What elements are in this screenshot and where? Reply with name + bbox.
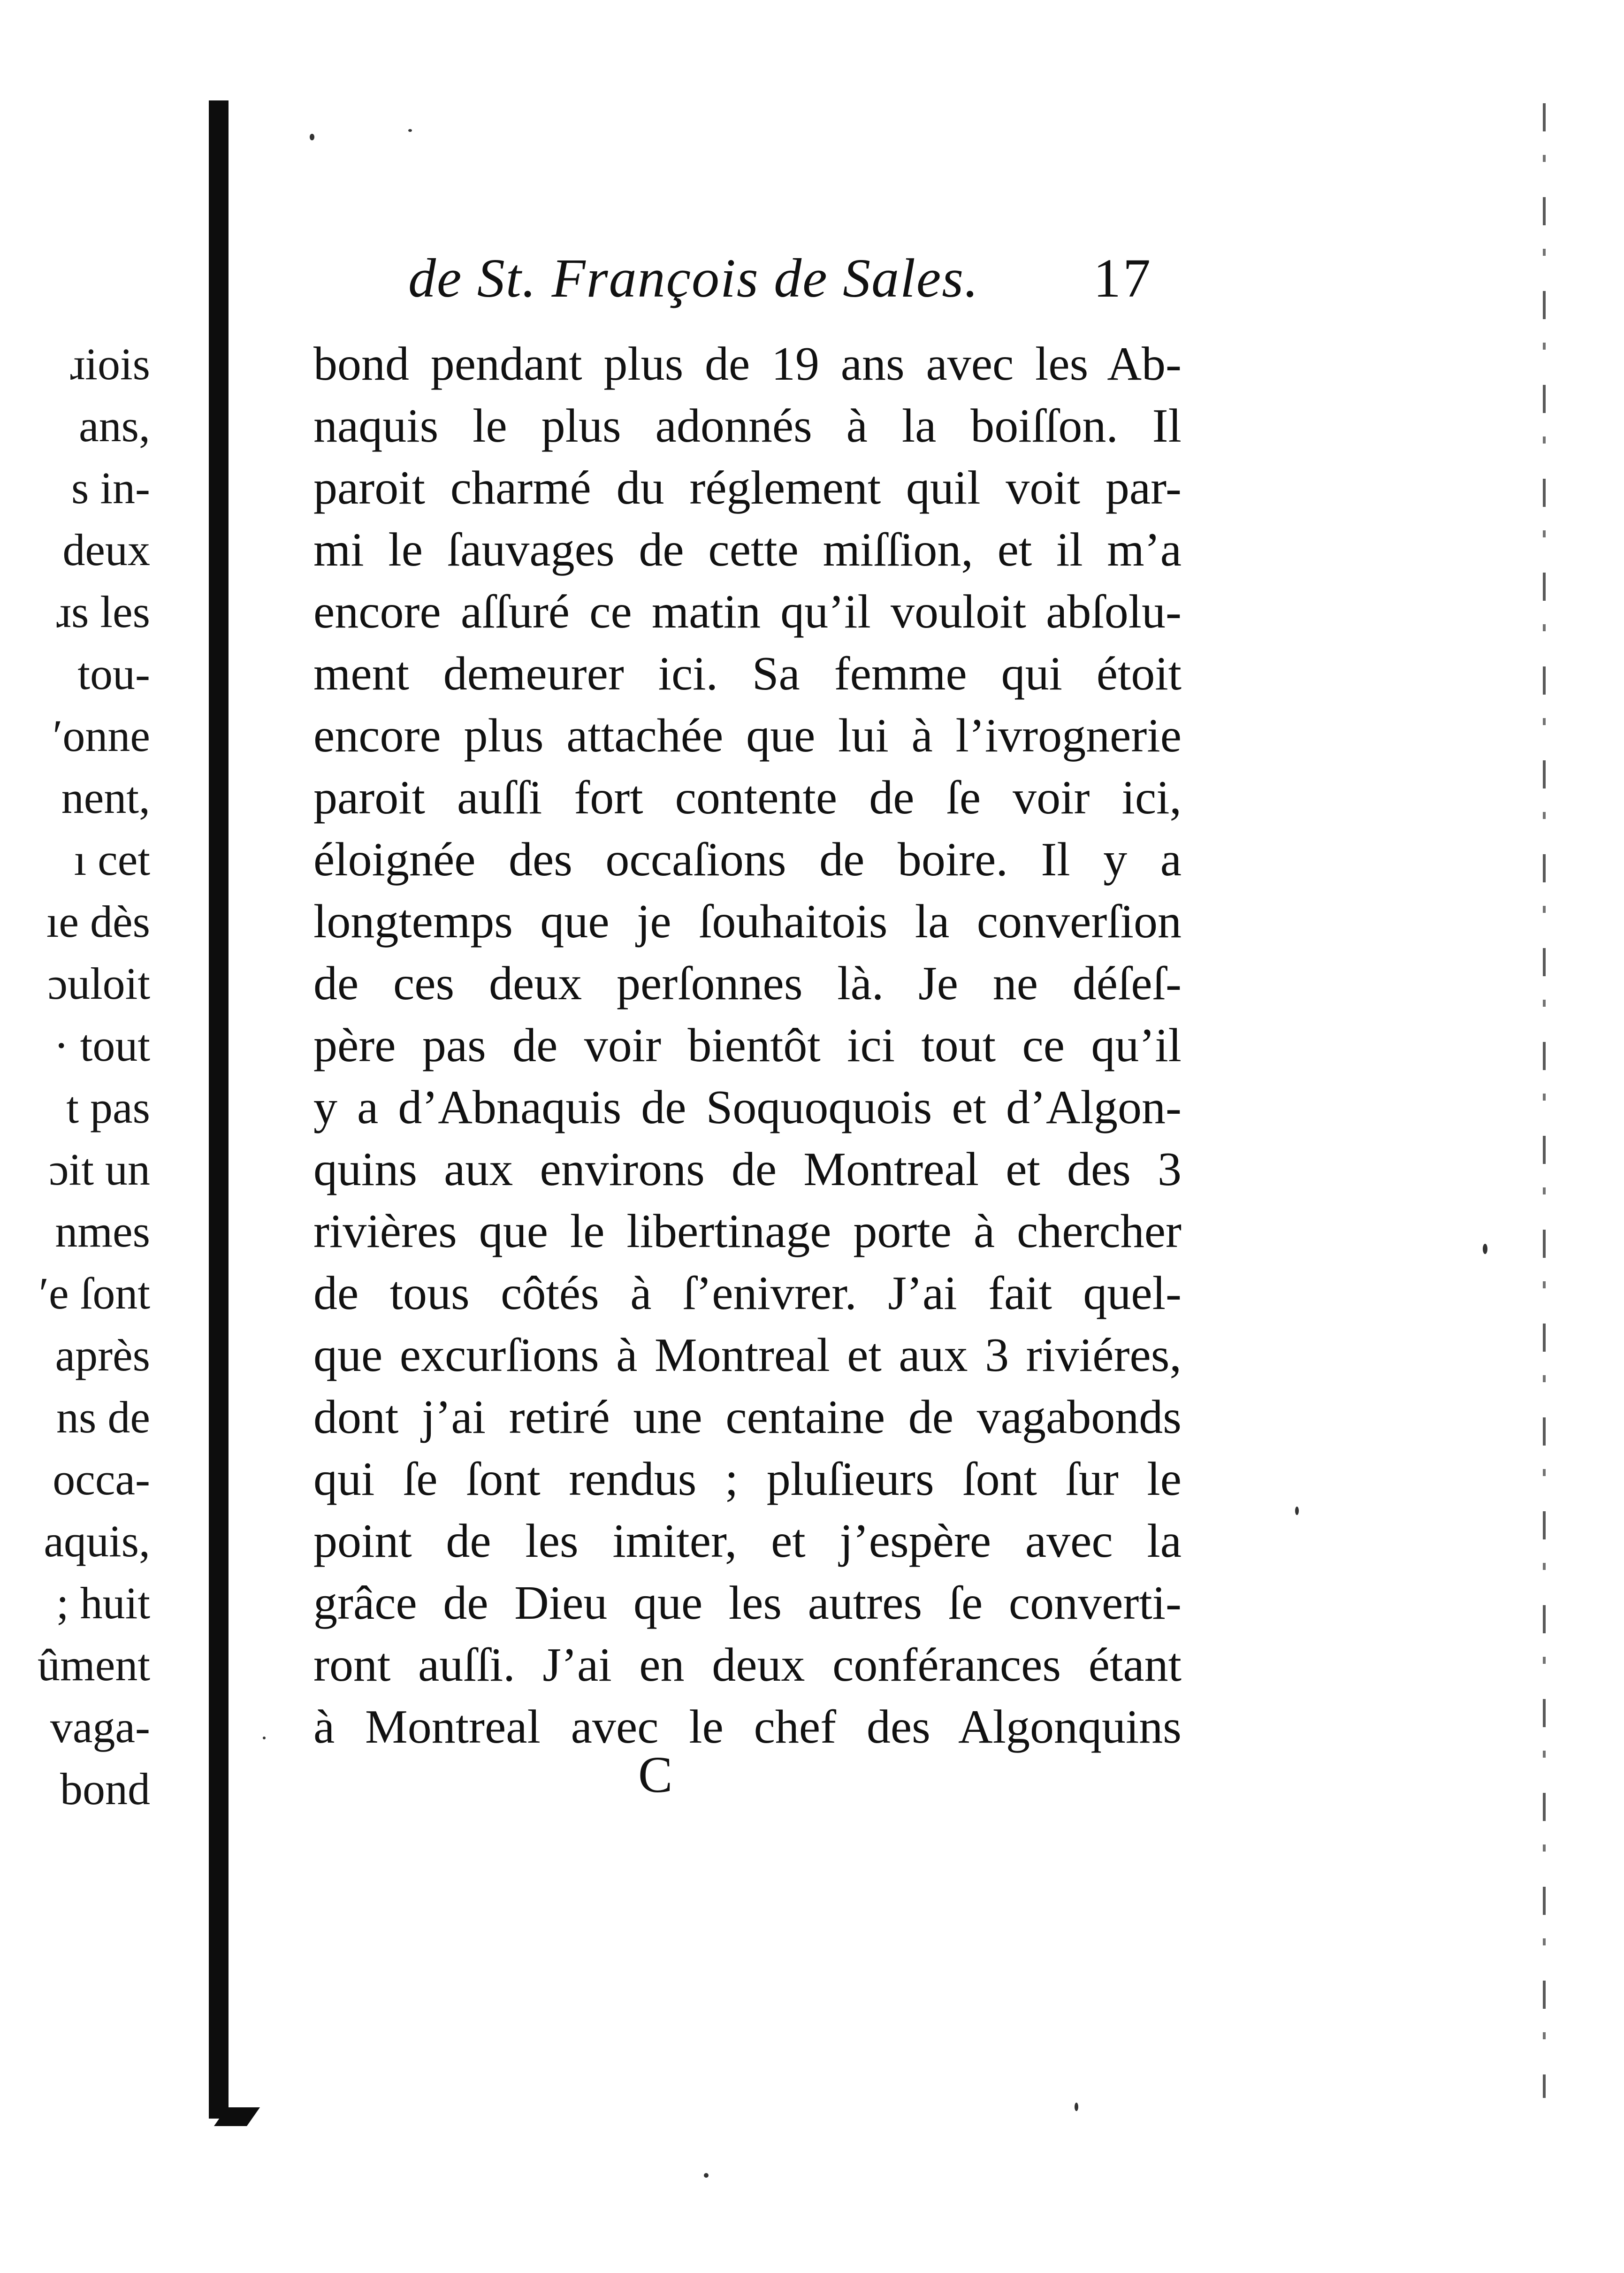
text-line: dont j’ai retiré une centaine de vagabonds (313, 1391, 1182, 1444)
facing-line: après (55, 1330, 150, 1380)
facing-line: nmes (55, 1206, 150, 1256)
facing-line: nent, (61, 773, 150, 823)
facing-line: s in- (71, 463, 150, 513)
facing-page-bleed-text (19, 333, 150, 1820)
facing-line: ʹe ſont (39, 1268, 150, 1318)
facing-line: ɹs les (56, 587, 150, 637)
facing-line: deux (62, 525, 150, 575)
text-line: bond pendant plus de 19 ans avec les Ab- (313, 337, 1182, 390)
facing-line: ; huit (56, 1578, 150, 1628)
text-line: encore aſſuré ce matin qu’il vouloit abſolu- (313, 585, 1182, 638)
binding-gutter-rule (209, 100, 229, 2119)
page-number: 17 (1093, 247, 1152, 309)
text-line: y a d’Abnaquis de Soquoquois et d’Algon- (313, 1081, 1182, 1134)
facing-line: aquis, (44, 1516, 150, 1566)
text-line: point de les imiter, et j’espère avec la (313, 1515, 1182, 1568)
facing-line: ɔuloit (47, 958, 150, 1009)
facing-line: ns de (56, 1392, 150, 1442)
signature-mark: C (638, 1746, 673, 1803)
text-line: éloignée des occaſions de boire. Il y a (313, 833, 1182, 886)
text-line: qui ſe ſont rendus ; pluſieurs ſont ſur le (313, 1453, 1182, 1506)
text-line: de tous côtés à ſ’enivrer. J’ai fait quel- (313, 1267, 1182, 1320)
page-edge-rule (1543, 103, 1546, 2098)
text-line: quins aux environs de Montreal et des 3 (313, 1143, 1182, 1196)
text-line: que excurſions à Montreal et aux 3 riviéres, (313, 1329, 1182, 1382)
ink-speck (704, 2173, 709, 2178)
ink-speck (408, 129, 412, 132)
facing-line: bond (60, 1764, 150, 1814)
body-text-column (313, 333, 1182, 1758)
ink-speck (1075, 2103, 1078, 2111)
facing-line: vaga- (50, 1702, 150, 1752)
text-line: encore plus attachée que lui à l’ivrognerie (313, 709, 1182, 762)
text-line: paroit charmé du réglement quil voit par- (313, 461, 1182, 514)
ink-speck (310, 134, 314, 140)
running-header-title: de St. François de Sales. (408, 247, 979, 309)
facing-line: occa- (53, 1454, 150, 1504)
facing-line: · tout (53, 1020, 150, 1071)
text-line: ment demeurer ici. Sa femme qui étoit (313, 647, 1182, 700)
facing-line: tou- (77, 649, 150, 699)
text-line: à Montreal avec le chef des Algonquins (313, 1700, 1182, 1753)
text-line: longtemps que je ſouhaitois la converſion (313, 895, 1182, 948)
facing-line: t pas (66, 1082, 150, 1133)
ink-speck (1483, 1244, 1487, 1254)
facing-line: ûment (38, 1640, 150, 1690)
facing-line: ı cet (74, 834, 150, 885)
text-line: paroit auſſi fort contente de ſe voir ici, (313, 771, 1182, 824)
text-line: grâce de Dieu que les autres ſe converti- (313, 1577, 1182, 1630)
facing-line: ɔit un (49, 1144, 150, 1194)
text-line: de ces deux perſonnes là. Je ne déſeſ- (313, 957, 1182, 1010)
ink-speck (263, 1737, 266, 1739)
text-line: naquis le plus adonnés à la boiſſon. Il (313, 399, 1182, 452)
text-line: mi le ſauvages de cette miſſion, et il m’a (313, 523, 1182, 576)
text-line: rivières que le libertinage porte à chercher (313, 1205, 1182, 1258)
facing-line: ʹonne (53, 711, 150, 761)
facing-line: ans, (79, 401, 150, 451)
ink-speck (1295, 1507, 1299, 1515)
text-line: ront auſſi. J’ai en deux conférances étant (313, 1638, 1182, 1691)
facing-line: ıe dès (46, 896, 150, 947)
text-line: père pas de voir bientôt ici tout ce qu’il (313, 1019, 1182, 1072)
facing-line: ɹiois (70, 339, 150, 389)
